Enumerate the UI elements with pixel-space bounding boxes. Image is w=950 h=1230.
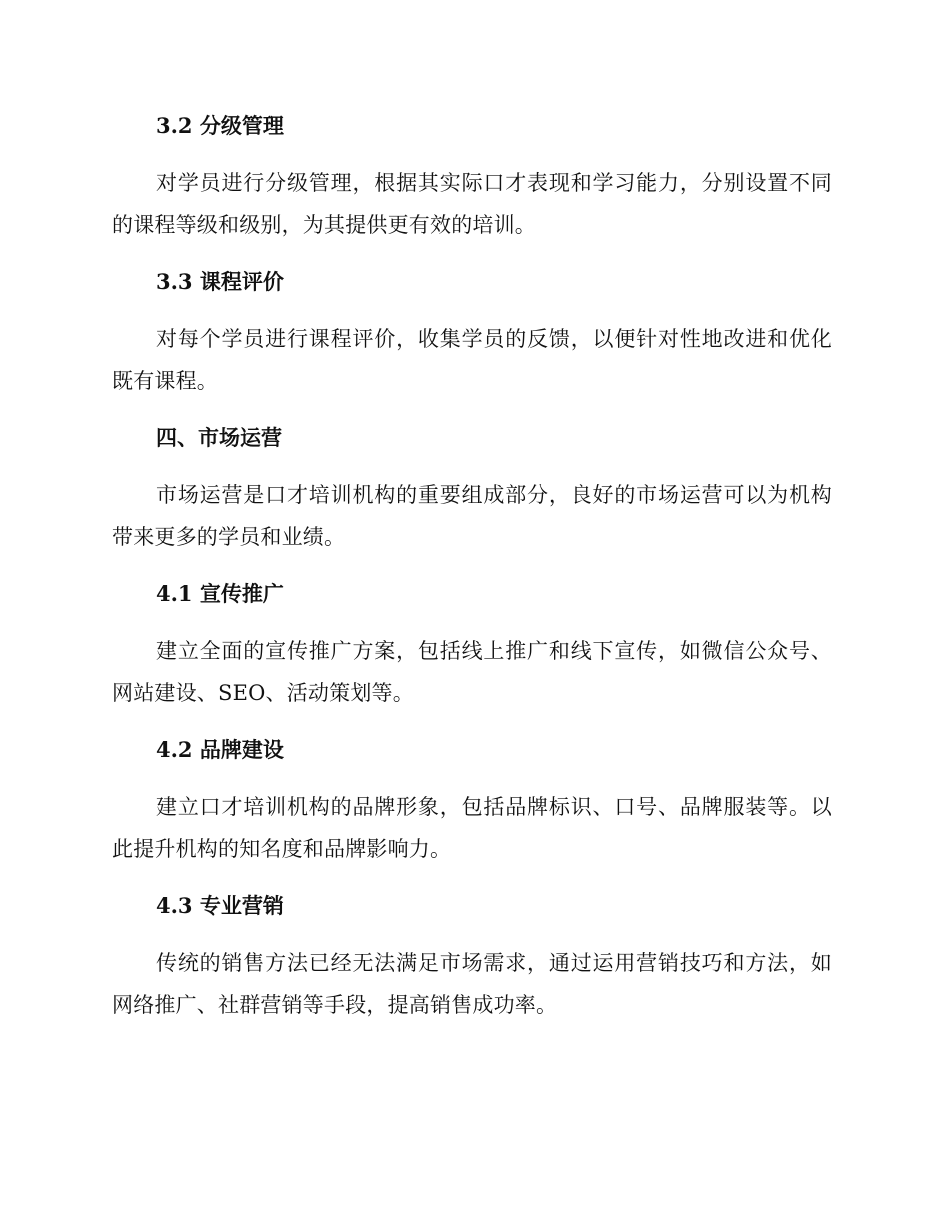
section-paragraph-3-2: 对学员进行分级管理，根据其实际口才表现和学习能力，分别设置不同的课程等级和级别，为其提供更有效的培训。: [112, 171, 832, 237]
section-paragraph-4-3: 传统的销售方法已经无法满足市场需求，通过运用营销技巧和方法，如网络推广、社群营销等手段，提高销售成功率。: [112, 951, 832, 1017]
section-paragraph-4: 市场运营是口才培训机构的重要组成部分，良好的市场运营可以为机构带来更多的学员和业绩。: [112, 483, 832, 549]
section-heading-4-3: 4.3 专业营销: [156, 893, 284, 918]
document-body: [112, 108, 832, 1026]
section-heading-3-2: 3.2 分级管理: [156, 113, 284, 138]
section-paragraph-3-3: 对每个学员进行课程评价，收集学员的反馈，以便针对性地改进和优化既有课程。: [112, 327, 832, 393]
section-paragraph-4-2: 建立口才培训机构的品牌形象，包括品牌标识、口号、品牌服装等。以此提升机构的知名度和品牌影响力。: [112, 795, 832, 861]
section-heading-4-1: 4.1 宣传推广: [156, 581, 284, 606]
section-paragraph-4-1: 建立全面的宣传推广方案，包括线上推广和线下宣传，如微信公众号、网站建设、SEO、活动策划等。: [112, 639, 832, 705]
section-heading-4: 四、市场运营: [156, 425, 282, 450]
section-heading-3-3: 3.3 课程评价: [156, 269, 284, 294]
section-heading-4-2: 4.2 品牌建设: [156, 737, 284, 762]
